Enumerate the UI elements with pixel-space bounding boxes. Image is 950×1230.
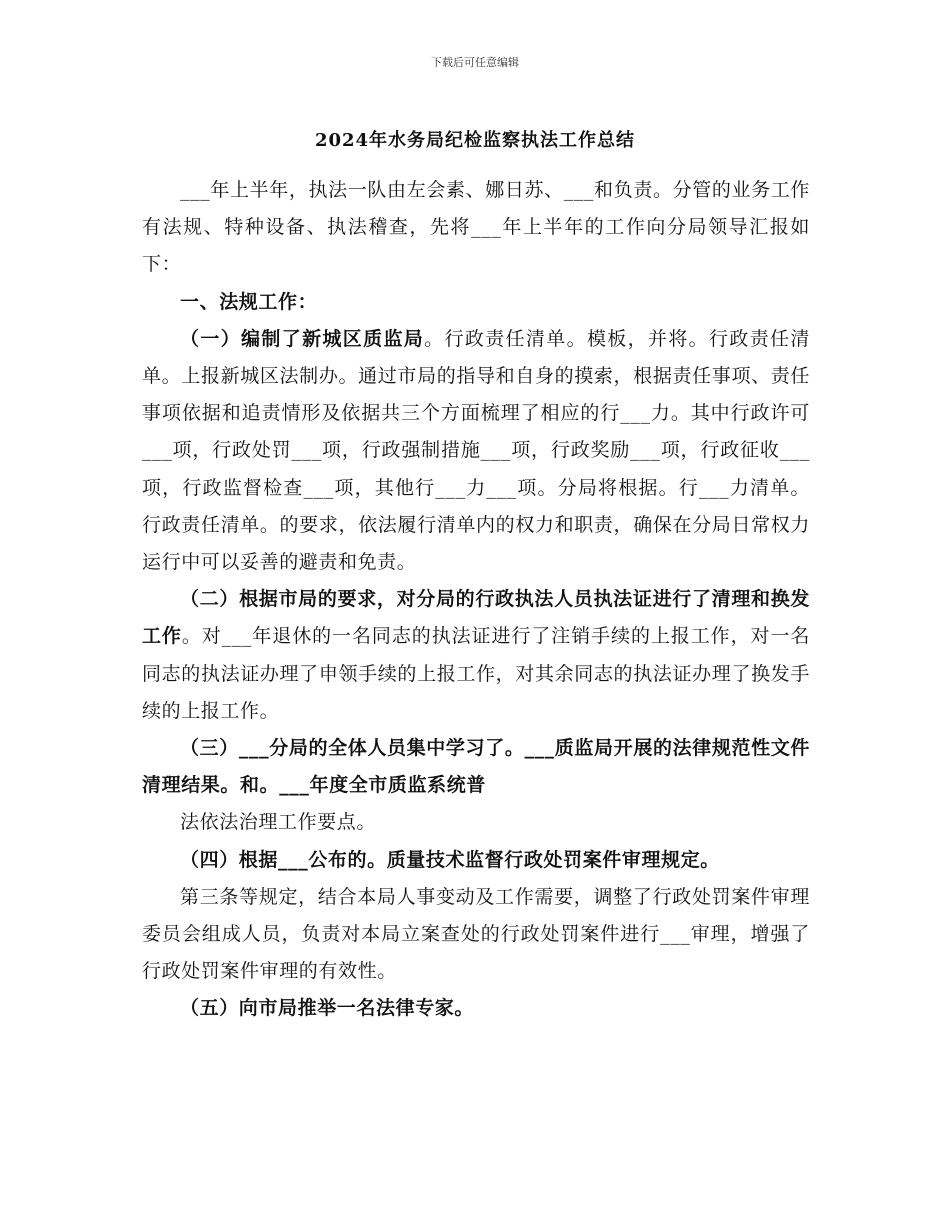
item-1-text: 。行政责任清单。模板，并将。行政责任清单。上报新城区法制办。通过市局的指导和自身的摸索，根据责任事项、责任事项依据和追责情形及依据共三个方面梳理了相应的行___力。其中行政许可___项，行政处罚___项，行政强制措施___项，行政奖励___项，行政征收___项，行政监督检查___项，其他行___力___项。分局将根据。行___力清单。行政责任清单。的要求，依法履行清单内的权力和职责，确保在分局日常权力运行中可以妥善的避责和免责。 [142,327,811,574]
document-body [142,172,810,1028]
page-title: 2024年水务局纪检监察执法工作总结 [314,130,636,151]
item-2-heading: （二）根据市局的要求，对分局的行政执法人员执法证进行了清理和换发工作 [142,588,810,648]
paragraph-item-1 [142,321,810,581]
paragraph-intro: ___年上半年，执法一队由左会素、娜日苏、___和负责。分管的业务工作有法规、特种设备、执法稽查，先将___年上半年的工作向分局领导汇报如下： [142,179,810,276]
paragraph-item-2 [142,581,810,730]
paragraph-item-4: （四）根据___公布的。质量技术监督行政处罚案件审理规定。 [180,848,720,871]
page-header: 下载后可任意编辑 [431,56,519,69]
paragraph-item-3: （三）___分局的全体人员集中学习了。___质监局开展的法律规范性文件清理结果。和。___年度全市质监系统普 [142,737,810,797]
paragraph-item-3-cont: 法依法治理工作要点。 [180,811,377,834]
item-1-heading: （一）编制了新城区质监局 [180,327,425,350]
item-2-text: 。对___年退休的一名同志的执法证进行了注销手续的上报工作，对一名同志的执法证办理了申领手续的上报工作，对其余同志的执法证办理了换发手续的上报工作。 [142,625,810,722]
paragraph-item-5: （五）向市局推举一名法律专家。 [180,997,475,1020]
section-heading-regulations: 一、法规工作： [180,290,318,313]
paragraph-item-4-cont: 第三条等规定，结合本局人事变动及工作需要，调整了行政处罚案件审理委员会组成人员，负责对本局立案查处的行政处罚案件进行___审理，增强了行政处罚案件审理的有效性。 [142,885,810,983]
